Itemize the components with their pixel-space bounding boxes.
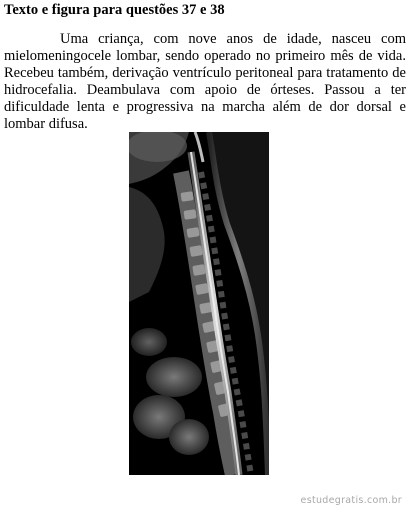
mri-spine-drawing: [129, 132, 269, 475]
case-description-paragraph: Uma criança, com nove anos de idade, nasceu com mielomeningocele lombar, sendo operado no primeiro mês de vida. Recebeu também, derivação ventrículo peritoneal para tratamento de hidrocefalia. Deambulava com apoio de órteses. Passou a ter dificuldade lenta e progressiva na marcha além de dor dorsal e lombar difusa.: [4, 31, 406, 132]
site-watermark: estudegratis.com.br: [300, 495, 402, 506]
question-heading: Texto e figura para questões 37 e 38: [4, 2, 225, 18]
mri-spine-image: [129, 132, 269, 475]
